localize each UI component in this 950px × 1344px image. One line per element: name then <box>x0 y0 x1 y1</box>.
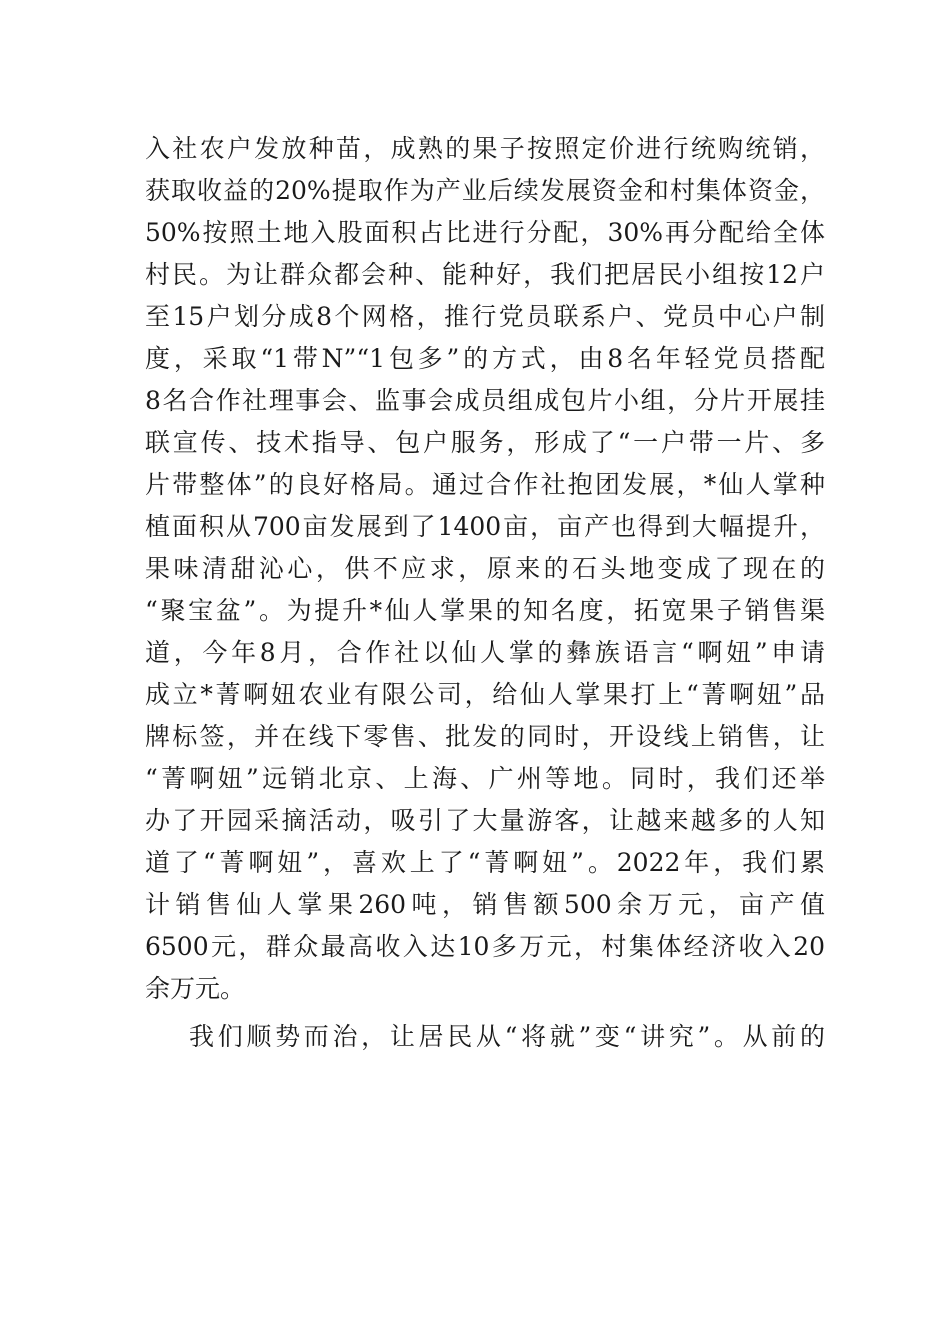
text-line: 成立*菁啊妞农业有限公司，给仙人掌果打上“菁啊妞”品 <box>145 680 825 709</box>
text-line: 8名合作社理事会、监事会成员组成包片小组，分片开展挂 <box>145 386 825 415</box>
text-line: 片带整体”的良好格局。通过合作社抱团发展，*仙人掌种 <box>145 470 825 499</box>
text-line: 联宣传、技术指导、包户服务，形成了“一户带一片、多 <box>145 428 825 457</box>
text-line: 植面积从700亩发展到了1400亩，亩产也得到大幅提升， <box>145 512 825 541</box>
text-line: 度，采取“1带N”“1包多”的方式，由8名年轻党员搭配 <box>145 344 825 373</box>
text-line: 余万元。 <box>145 974 246 1003</box>
text-line: “菁啊妞”远销北京、上海、广州等地。同时，我们还举 <box>145 764 825 793</box>
paragraph <box>145 1016 825 1058</box>
text-line: 办了开园采摘活动，吸引了大量游客，让越来越多的人知 <box>145 806 825 835</box>
text-line: 道，今年8月，合作社以仙人掌的彝族语言“啊妞”申请 <box>145 638 825 667</box>
text-line: 果味清甜沁心，供不应求，原来的石头地变成了现在的 <box>145 554 825 583</box>
text-line: 牌标签，并在线下零售、批发的同时，开设线上销售，让 <box>145 722 825 751</box>
document-body <box>145 128 825 1058</box>
text-line: 50%按照土地入股面积占比进行分配，30%再分配给全体 <box>145 218 825 247</box>
text-line: 至15户划分成8个网格，推行党员联系户、党员中心户制 <box>145 302 825 331</box>
paragraph <box>145 128 825 1010</box>
text-line: “聚宝盆”。为提升*仙人掌果的知名度，拓宽果子销售渠 <box>145 596 825 625</box>
text-line: 获取收益的20%提取作为产业后续发展资金和村集体资金， <box>145 176 825 205</box>
text-line: 道了“菁啊妞”，喜欢上了“菁啊妞”。2022年，我们累 <box>145 848 825 877</box>
text-line: 入社农户发放种苗，成熟的果子按照定价进行统购统销， <box>145 134 825 163</box>
text-line: 6500元，群众最高收入达10多万元，村集体经济收入20 <box>145 932 825 961</box>
text-line: 我们顺势而治，让居民从“将就”变“讲究”。从前的 <box>189 1022 825 1051</box>
text-line: 村民。为让群众都会种、能种好，我们把居民小组按12户 <box>145 260 825 289</box>
text-line: 计销售仙人掌果260吨，销售额500余万元，亩产值 <box>145 890 825 919</box>
